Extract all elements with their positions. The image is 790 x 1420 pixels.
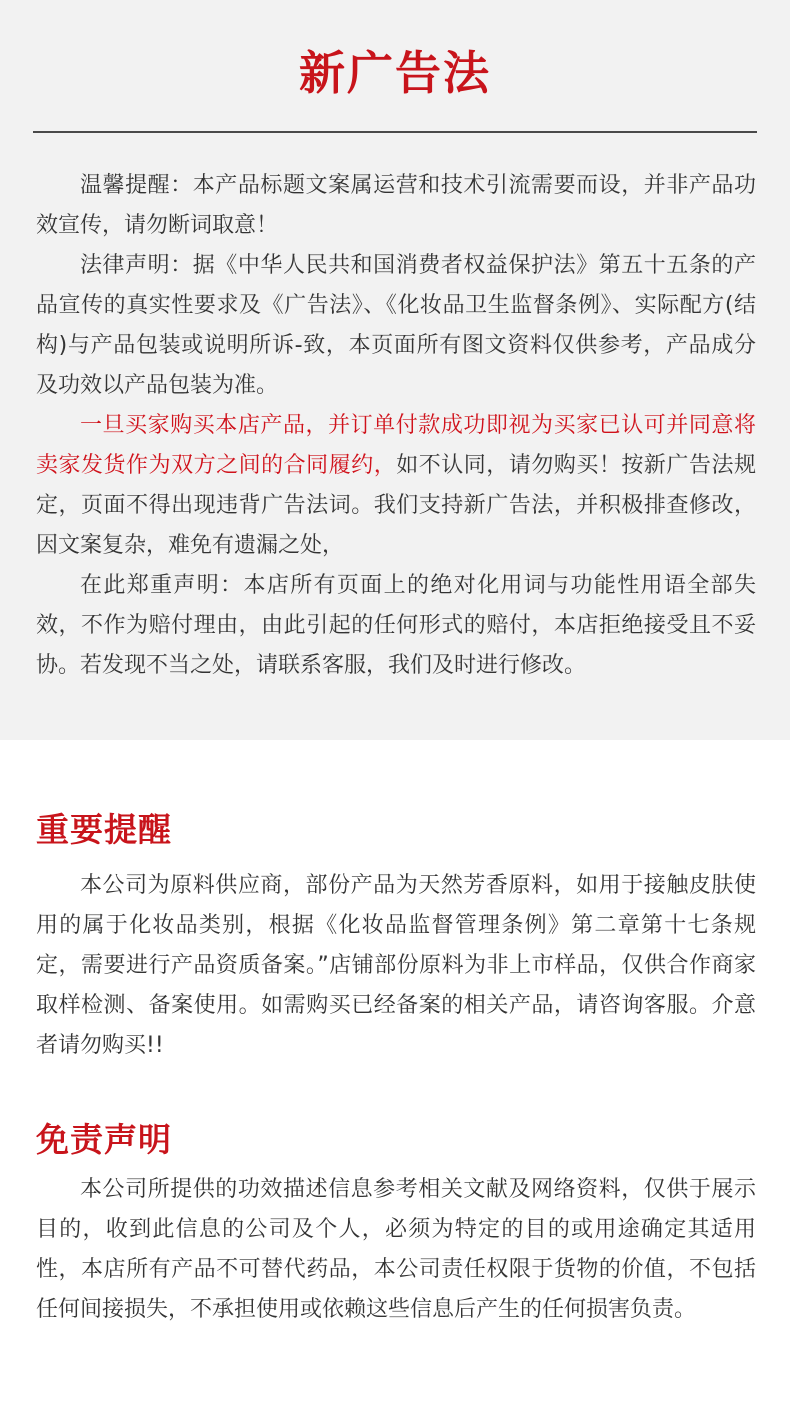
disclaimer-heading: 免责声明	[36, 1120, 172, 1159]
solemn-statement-paragraph: 在此郑重声明：本店所有页面上的绝对化用词与功能性用语全部失效，不作为赔付理由，由此引起的任何形式的赔付，本店拒绝接受且不妥协。若发现不当之处，请联系客服，我们及时进行修改。	[36, 573, 756, 678]
contract-paragraph	[36, 406, 756, 566]
reminder-paragraph: 温馨提醒：本产品标题文案属运营和技术引流需要而设，并非产品功效宣传，请勿断词取意！	[36, 173, 756, 238]
title-divider	[33, 131, 757, 133]
disclaimer-paragraph: 本公司所提供的功效描述信息参考相关文献及网络资料，仅供于展示目的，收到此信息的公司及个人，必须为特定的目的或用途确定其适用性，本店所有产品不可替代药品，本公司责任权限于货物的价值，不包括任何间接损失，不承担使用或依赖这些信息后产生的任何损害负责。	[36, 1177, 756, 1322]
important-reminder-heading: 重要提醒	[36, 810, 172, 849]
important-reminder-paragraph: 本公司为原料供应商，部份产品为天然芳香原料，如用于接触皮肤使用的属于化妆品类别，根据《化妆品监督管理条例》第二章第十七条规定，需要进行产品资质备案。”店铺部份原料为非上市样品，仅供合作商家取样检测、备案使用。如需购买已经备案的相关产品，请咨询客服。介意者请勿购买!!	[36, 873, 756, 1058]
contract-highlight: 一旦买家购买本店产品，并订单付款成功即视为买家已认可并同意将卖家发货作为双方之间的合同履约，	[36, 413, 756, 478]
disclaimer-text	[36, 1170, 756, 1330]
contract-rest: 如不认同，请勿购买！按新广告法规定，页面不得出现违背广告法词。我们支持新广告法，并积极排查修改，因文案复杂，难免有遗漏之处，	[36, 453, 756, 558]
page-title: 新广告法	[299, 46, 491, 100]
important-reminder-text	[36, 866, 756, 1066]
notice-text	[36, 166, 756, 686]
legal-statement-paragraph: 法律声明：据《中华人民共和国消费者权益保护法》第五十五条的产品宣传的真实性要求及《广告法》、《化妆品卫生监督条例》、实际配方(结构)与产品包装或说明所诉-致，本页面所有图文资料仅供参考，产品成分及功效以产品包装为准。	[36, 253, 756, 398]
